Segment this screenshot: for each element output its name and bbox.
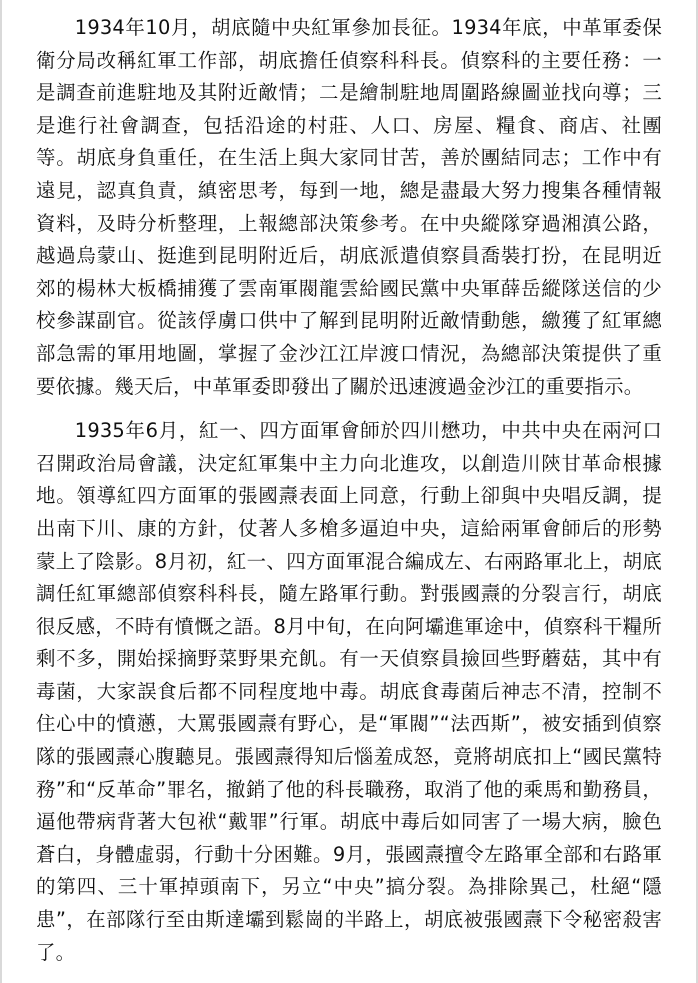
page-left-border [0, 0, 2, 983]
paragraph-1935-events: 1935年6月，紅一、四方面軍會師於四川懋功，中共中央在兩河口召開政治局會議，決定紅軍集中主力向北進攻，以創造川陝甘革命根據地。領導紅四方面軍的張國燾表面上同意，行動上卻與中央唱反調，提出南下川、康的方針，仗著人多槍多逼迫中央，這給兩軍會師后的形勢蒙上了陰影。8月初，紅一、四方面軍混合編成左、右兩路軍北上，胡底調任紅軍總部偵察科科長，隨左路軍行動。對張國燾的分裂言行，胡底很反感，不時有憤慨之語。8月中旬，在向阿壩進軍途中，偵察科干糧所剩不多，開始採摘野菜野果充飢。有一天偵察員撿回些野蘑菇，其中有毒菌，大家誤食后都不同程度地中毒。胡底食毒菌后神志不清，控制不住心中的憤懣，大罵張國燾有野心，是“軍閥”“法西斯”，被安插到偵察隊的張國燾心腹聽見。張國燾得知后惱羞成怒，竟將胡底扣上“國民黨特務”和“反革命”罪名，撤銷了他的科長職務，取消了他的乘馬和勤務員，逼他帶病背著大包袱“戴罪”行軍。胡底中毒后如同害了一場大病，臉色蒼白，身體虛弱，行動十分困難。9月，張國燾擅令左路軍全部和右路軍的第四、三十軍掉頭南下，另立“中央”搞分裂。為排除異己，杜絕“隱患”，在部隊行至由斯達壩到鬆崗的半路上，胡底被張國燾下令秘密殺害了。 [36, 419, 662, 964]
paragraph-long-march-1934: 1934年10月，胡底隨中央紅軍參加長征。1934年底，中革軍委保衛分局改稱紅軍工作部，胡底擔任偵察科科長。偵察科的主要任務：一是調查前進駐地及其附近敵情；二是繪制駐地周圍路線圖並找向導；三是進行社會調查，包括沿途的村莊、人口、房屋、糧食、商店、社團等。胡底身負重任，在生活上與大家同甘苦，善於團結同志；工作中有遠見，認真負責，縝密思考，每到一地，總是盡最大努力搜集各種情報資料，及時分析整理，上報總部決策參考。在中央縱隊穿過湘滇公路，越過烏蒙山、挺進到昆明附近后，胡底派遣偵察員喬裝打扮，在昆明近郊的楊林大板橋捕獲了雲南軍閥龍雲給國民黨中央軍薛岳縱隊送信的少校參謀副官。從該俘虜口供中了解到昆明附近敵情動態，繳獲了紅軍總部急需的軍用地圖，掌握了金沙江江岸渡口情況，為總部決策提供了重要依據。幾天后，中革軍委即發出了關於迅速渡過金沙江的重要指示。 [36, 16, 662, 398]
